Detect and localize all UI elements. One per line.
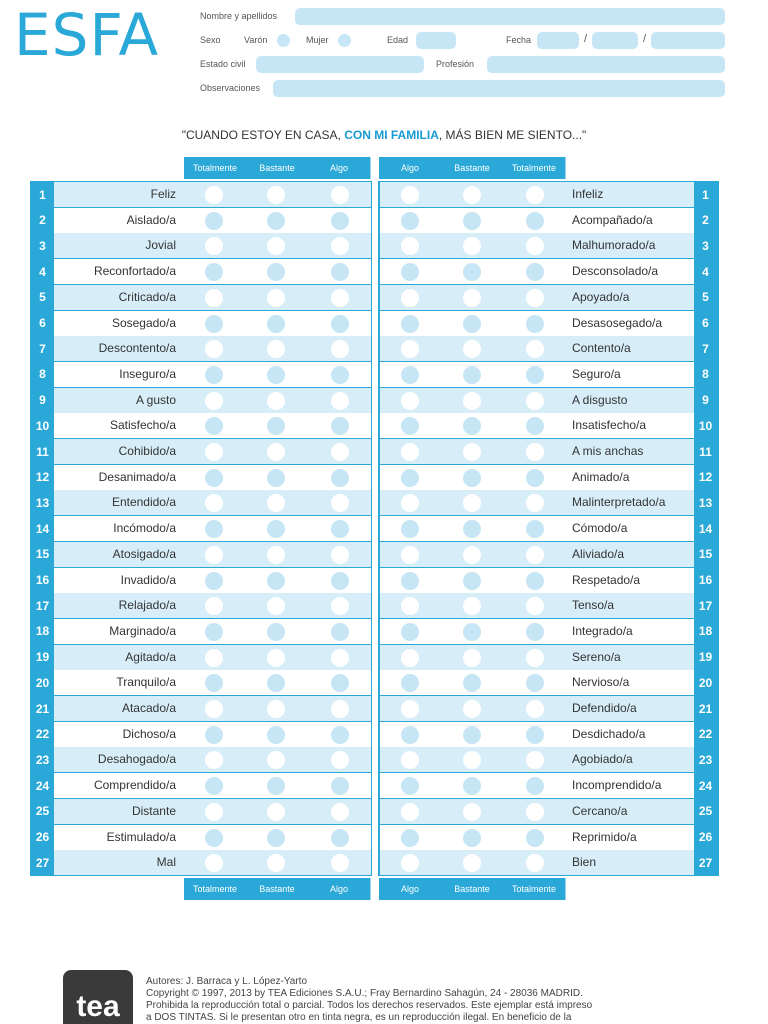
response-bubble[interactable] [401,649,419,667]
response-bubble[interactable] [205,803,223,821]
right-adjective: Seguro/a [572,366,621,381]
response-bubble[interactable] [401,392,419,410]
response-bubble[interactable] [205,546,223,564]
item-number-left: 19 [31,646,54,669]
item-number-right: 19 [694,646,717,669]
response-bubble[interactable] [205,392,223,410]
tea-logo: tea [63,970,133,1024]
column-header-right: Algo [379,878,442,900]
response-bubble[interactable] [267,443,285,461]
male-label: Varón [244,35,268,45]
response-bubble[interactable] [205,623,223,641]
column-header-right: Totalmente [503,157,566,179]
right-adjective: Apoyado/a [572,289,630,304]
item-number-left: 17 [31,594,54,617]
response-bubble[interactable] [331,572,349,590]
left-adjective: Criticado/a [118,289,176,304]
item-number-right: 1 [694,183,717,206]
item-number-left: 2 [31,209,54,232]
response-bubble[interactable] [267,289,285,307]
right-adjective: Defendido/a [572,701,637,715]
female-label: Mujer [306,35,329,45]
date-day-field[interactable] [537,32,579,49]
left-adjective: Atosigado/a [112,546,176,561]
rights-text: Prohibida la reproducción total o parcial. Todos los derechos reservados. Este ejemplar está impreso [146,1000,593,1011]
copyright-text: Copyright © 1997, 2013 by TEA Ediciones S.A.U.; Fray Bernardino Sahagún, 24 - 28036 MADRID. [146,988,583,999]
response-bubble[interactable] [267,392,285,410]
response-bubble[interactable] [267,366,285,384]
sex-label: Sexo [200,35,221,45]
name-label: Nombre y apellidos [200,11,278,21]
response-bubble[interactable] [331,649,349,667]
esfa-logo: ESFA [14,1,160,69]
response-bubble[interactable] [401,520,419,538]
item-number-right: 17 [694,594,717,617]
response-bubble[interactable] [331,263,349,281]
response-bubble[interactable] [526,803,544,821]
right-adjective: Aliviado/a [572,546,625,561]
left-adjective: Agitado/a [125,649,176,664]
response-bubble[interactable] [401,443,419,461]
response-bubble[interactable] [331,315,349,333]
left-adjective: Descontento/a [98,341,176,356]
response-bubble[interactable] [331,392,349,410]
response-bubble[interactable] [526,726,544,744]
response-bubble[interactable] [267,700,285,718]
left-adjective: Relajado/a [118,598,176,613]
response-bubble[interactable] [331,186,349,204]
item-number-right: 5 [694,286,717,309]
item-number-right: 18 [694,620,717,643]
column-header-right: Algo [379,157,442,179]
response-bubble[interactable] [463,572,481,590]
response-bubble[interactable] [331,829,349,847]
response-bubble[interactable] [267,572,285,590]
response-bubble[interactable] [205,777,223,795]
response-bubble[interactable] [463,649,481,667]
date-separator: / [584,33,588,45]
item-number-right: 2 [694,209,717,232]
response-bubble[interactable] [205,829,223,847]
left-adjective: Inseguro/a [119,366,176,381]
item-number-right: 22 [694,723,717,746]
response-bubble[interactable] [463,186,481,204]
age-label: Edad [387,35,409,45]
response-bubble[interactable] [267,520,285,538]
left-adjective: Dichoso/a [122,726,176,741]
left-adjective: Distante [131,803,176,818]
response-bubble[interactable] [205,186,223,204]
response-bubble[interactable] [267,315,285,333]
response-bubble[interactable] [526,572,544,590]
prompt-text: , MÁS BIEN ME SIENTO..." [438,128,587,142]
left-adjective: Desanimado/a [98,469,176,484]
right-adjective: Malinterpretado/a [572,495,666,510]
response-bubble[interactable] [267,212,285,230]
date-label: Fecha [506,35,532,45]
left-adjective: Marginado/a [109,623,176,638]
response-bubble[interactable] [526,186,544,204]
response-bubble[interactable] [267,546,285,564]
response-bubble[interactable] [463,366,481,384]
response-bubble[interactable] [526,777,544,795]
response-bubble[interactable] [205,572,223,590]
item-number-right: 3 [694,234,717,257]
item-number-left: 22 [31,723,54,746]
response-bubble[interactable] [205,212,223,230]
response-bubble[interactable] [401,469,419,487]
left-adjective: Incómodo/a [113,521,176,536]
item-number-right: 15 [694,543,717,566]
response-bubble[interactable] [463,263,481,281]
item-number-left: 15 [31,543,54,566]
response-bubble[interactable] [267,777,285,795]
item-number-left: 14 [31,517,54,540]
left-adjective: Satisfecho/a [109,418,176,433]
response-bubble[interactable] [205,366,223,384]
response-bubble[interactable] [401,212,419,230]
item-number-left: 5 [31,286,54,309]
response-bubble[interactable] [205,700,223,718]
right-adjective: Bien [572,855,597,870]
right-adjective: Cómodo/a [572,521,628,536]
right-adjective: Agobiado/a [572,752,633,767]
response-bubble[interactable] [526,392,544,410]
response-bubble[interactable] [526,443,544,461]
left-adjective: Cohibido/a [118,444,176,458]
response-bubble[interactable] [331,700,349,718]
item-number-right: 11 [694,440,717,463]
right-adjective: Respetado/a [572,572,641,587]
item-number-left: 8 [31,363,54,386]
response-bubble[interactable] [401,803,419,821]
response-bubble[interactable] [205,315,223,333]
left-adjective: Invadido/a [120,572,176,587]
item-number-right: 16 [694,569,717,592]
right-adjective: Desconsolado/a [572,264,659,279]
item-number-right: 25 [694,800,717,823]
response-bubble[interactable] [526,289,544,307]
response-bubble[interactable] [526,366,544,384]
right-adjective: Contento/a [572,341,631,356]
response-bubble[interactable] [463,212,481,230]
item-number-right: 20 [694,671,717,694]
response-bubble[interactable] [401,572,419,590]
response-bubble[interactable] [401,623,419,641]
ink-notice-text: a DOS TINTAS. Si le presentan otro en tinta negra, es un reproducción ilegal. En beneficio de la [146,1012,572,1023]
right-adjective: Desdichado/a [572,726,646,741]
response-bubble[interactable] [331,469,349,487]
item-number-right: 8 [694,363,717,386]
right-adjective: Reprimido/a [572,829,637,844]
marital-label: Estado civil [200,59,246,69]
response-bubble[interactable] [526,546,544,564]
response-bubble[interactable] [401,315,419,333]
item-number-left: 16 [31,569,54,592]
response-bubble[interactable] [526,649,544,667]
response-bubble[interactable] [331,289,349,307]
response-bubble[interactable] [463,829,481,847]
item-number-left: 26 [31,826,54,849]
prompt-highlight: CON MI FAMILIA [344,128,439,142]
response-bubble[interactable] [401,289,419,307]
right-adjective: Nervioso/a [572,675,630,690]
response-bubble[interactable] [331,212,349,230]
date-month-field[interactable] [592,32,638,49]
right-adjective: A disgusto [572,392,628,407]
response-bubble[interactable] [267,469,285,487]
left-adjective: Desahogado/a [97,752,176,767]
response-bubble[interactable] [463,315,481,333]
left-adjective: Mal [156,855,176,870]
prompt-text: "CUANDO ESTOY EN CASA, [181,128,345,142]
response-bubble[interactable] [205,726,223,744]
right-adjective: Malhumorado/a [572,238,656,253]
left-adjective: Reconfortado/a [93,264,176,279]
response-bubble[interactable] [267,186,285,204]
response-bubble[interactable] [526,520,544,538]
item-number-left: 7 [31,337,54,360]
item-number-left: 1 [31,183,54,206]
response-bubble[interactable] [401,366,419,384]
left-adjective: Entendido/a [111,495,176,510]
column-header-right: Bastante [441,157,504,179]
item-number-left: 3 [31,234,54,257]
right-adjective: Acompañado/a [572,212,653,227]
item-number-right: 7 [694,337,717,360]
item-number-right: 10 [694,414,717,437]
response-bubble[interactable] [401,263,419,281]
left-adjective: A gusto [135,392,176,407]
response-bubble[interactable] [267,829,285,847]
item-number-right: 23 [694,748,717,771]
item-number-right: 9 [694,389,717,412]
response-bubble[interactable] [267,726,285,744]
item-number-right: 21 [694,697,717,720]
right-adjective: Cercano/a [572,803,628,818]
response-bubble[interactable] [401,186,419,204]
response-bubble[interactable] [331,803,349,821]
response-bubble[interactable] [526,263,544,281]
left-adjective: Feliz [150,187,176,201]
response-bubble[interactable] [526,212,544,230]
response-bubble[interactable] [331,546,349,564]
instruction-prompt [0,128,768,142]
response-bubble[interactable] [205,443,223,461]
item-number-left: 6 [31,312,54,335]
response-bubble[interactable] [463,289,481,307]
response-bubble[interactable] [526,700,544,718]
item-number-left: 12 [31,466,54,489]
response-bubble[interactable] [331,623,349,641]
response-bubble[interactable] [205,469,223,487]
response-bubble[interactable] [401,726,419,744]
profession-label: Profesión [436,59,475,69]
column-header-right: Totalmente [503,878,566,900]
left-adjective: Estimulado/a [106,829,176,844]
item-number-right: 27 [694,851,717,874]
item-number-right: 12 [694,466,717,489]
left-adjective: Aislado/a [126,212,176,227]
response-bubble[interactable] [463,520,481,538]
right-adjective: Desasosegado/a [572,315,663,330]
response-bubble[interactable] [267,263,285,281]
response-bubble[interactable] [463,469,481,487]
response-bubble[interactable] [463,443,481,461]
column-header-left: Bastante [246,878,309,900]
response-bubble[interactable] [401,777,419,795]
item-number-left: 21 [31,697,54,720]
marital-field[interactable] [256,56,424,73]
response-bubble[interactable] [463,392,481,410]
item-number-left: 25 [31,800,54,823]
right-adjective: Infeliz [572,187,604,201]
female-radio[interactable] [338,34,351,47]
column-header-left: Bastante [246,157,309,179]
response-bubble[interactable] [331,443,349,461]
response-bubble[interactable] [401,546,419,564]
response-bubble[interactable] [267,803,285,821]
column-header-left: Algo [308,878,371,900]
item-number-right: 4 [694,260,717,283]
right-adjective: Animado/a [572,469,630,484]
response-bubble[interactable] [267,649,285,667]
item-number-left: 23 [31,748,54,771]
profession-field[interactable] [487,56,725,73]
item-number-left: 4 [31,260,54,283]
column-header-left: Totalmente [184,878,247,900]
response-bubble[interactable] [205,263,223,281]
response-bubble[interactable] [331,520,349,538]
date-separator: / [643,33,647,45]
observations-label: Observaciones [200,83,261,93]
item-number-right: 24 [694,774,717,797]
left-adjective: Comprendido/a [93,778,176,793]
observations-field[interactable] [273,80,725,97]
response-bubble[interactable] [267,623,285,641]
left-adjective: Tranquilo/a [116,675,176,690]
left-adjective: Atacado/a [121,701,176,715]
column-header-left: Totalmente [184,157,247,179]
response-bubble[interactable] [205,289,223,307]
authors-text: Autores: J. Barraca y L. López-Yarto [146,976,308,987]
response-bubble[interactable] [526,315,544,333]
item-number-right: 13 [694,491,717,514]
item-number-right: 14 [694,517,717,540]
right-adjective: Insatisfecho/a [572,418,647,433]
response-bubble[interactable] [331,777,349,795]
item-number-left: 27 [31,851,54,874]
age-field[interactable] [416,32,456,49]
item-number-left: 11 [31,440,54,463]
column-header-left: Algo [308,157,371,179]
response-bubble[interactable] [526,623,544,641]
response-bubble[interactable] [463,726,481,744]
response-bubble[interactable] [463,546,481,564]
response-bubble[interactable] [526,829,544,847]
response-bubble[interactable] [205,649,223,667]
right-adjective: Integrado/a [572,623,633,638]
item-number-right: 26 [694,826,717,849]
item-number-left: 24 [31,774,54,797]
item-number-right: 6 [694,312,717,335]
response-bubble[interactable] [401,700,419,718]
response-bubble[interactable] [331,726,349,744]
response-bubble[interactable] [331,366,349,384]
response-bubble[interactable] [463,623,481,641]
right-adjective: Tenso/a [572,598,615,613]
response-bubble[interactable] [526,469,544,487]
item-number-left: 18 [31,620,54,643]
left-adjective: Sosegado/a [111,315,176,330]
item-number-left: 13 [31,491,54,514]
response-bubble[interactable] [463,700,481,718]
male-radio[interactable] [277,34,290,47]
column-header-right: Bastante [441,878,504,900]
date-year-field[interactable] [651,32,725,49]
response-bubble[interactable] [401,829,419,847]
right-adjective: A mis anchas [572,444,644,458]
response-bubble[interactable] [463,803,481,821]
response-bubble[interactable] [463,777,481,795]
item-number-left: 10 [31,414,54,437]
item-number-left: 20 [31,671,54,694]
item-number-left: 9 [31,389,54,412]
name-field[interactable] [295,8,725,25]
right-adjective: Sereno/a [572,649,621,664]
left-adjective: Jovial [145,238,176,253]
right-adjective: Incomprendido/a [572,778,662,793]
response-bubble[interactable] [205,520,223,538]
